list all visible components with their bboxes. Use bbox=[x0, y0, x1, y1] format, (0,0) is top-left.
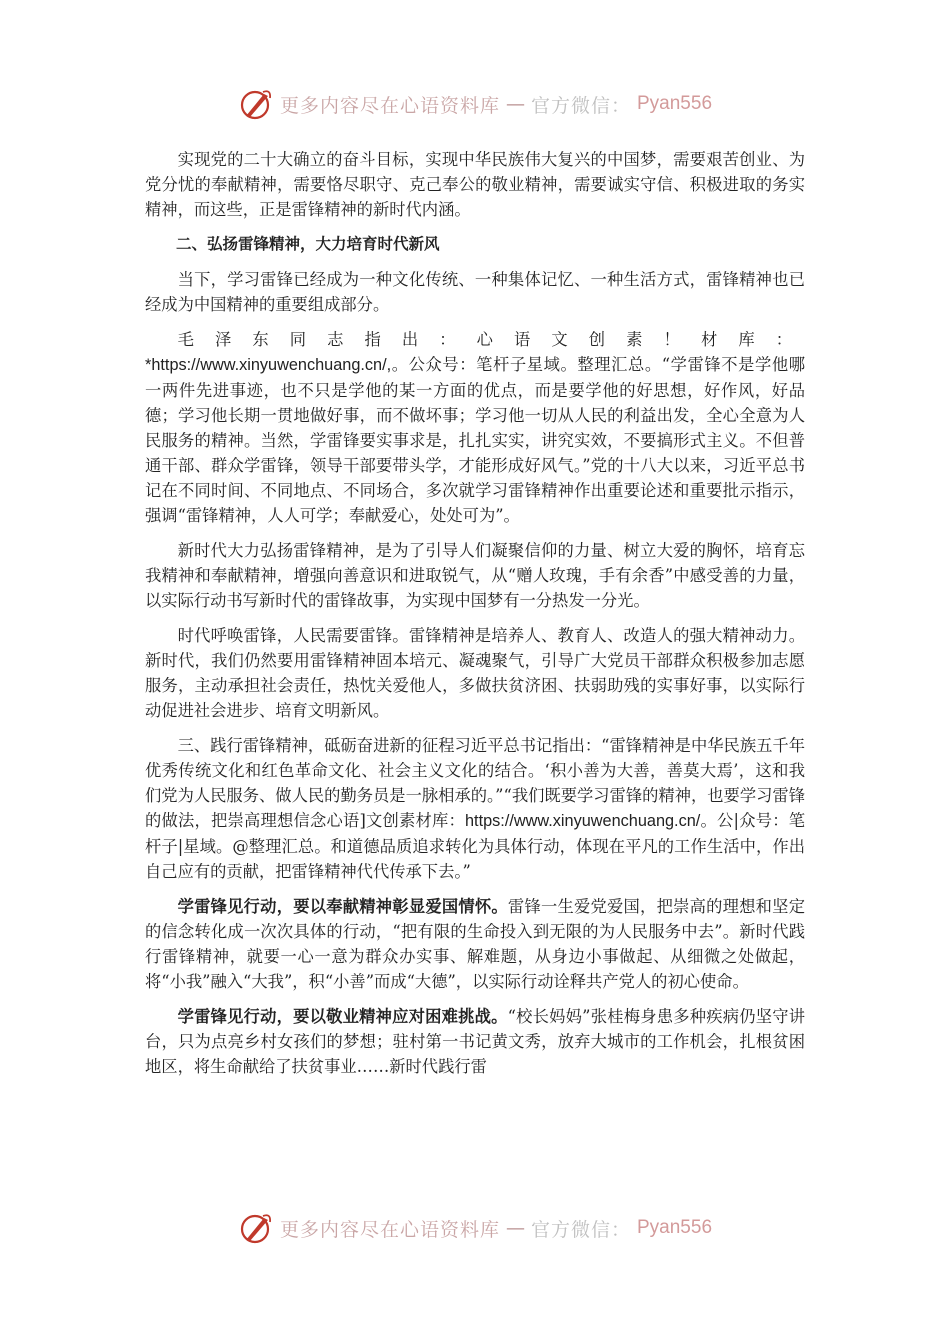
spaced-text: 毛泽东同志指出：心语文创素！材库： bbox=[177, 330, 805, 349]
paragraph: 新时代大力弘扬雷锋精神，是为了引导人们凝聚信仰的力量、树立大爱的胸怀，培育忘我精神和奉献精神，增强向善意识和进取锐气，从“赠人玫瑰，手有余香”中感受善的力量，以实际行动书写新时代的雷锋故事，为实现中国梦有一分热发一分光。 bbox=[145, 541, 805, 610]
url-text: https://www.xinyuwenchuang.cn/ bbox=[465, 812, 701, 830]
paragraph: 当下，学习雷锋已经成为一种文化传统、一种集体记忆、一种生活方式，雷锋精神也已经成为中国精神的重要组成部分。 bbox=[145, 270, 805, 314]
bold-lead: 学雷锋见行动，要以奉献精神彰显爱国情怀。 bbox=[177, 897, 508, 916]
banner-separator: — bbox=[505, 1217, 525, 1239]
paragraph bbox=[145, 733, 805, 884]
paragraph-text: 。公|众号：笔杆子|星域。@整理汇总。和道德品质追求转化为具体行动，体现在平凡的工作生活中，作出自己应有的贡献，把雷锋精神代代传承下去。” bbox=[145, 811, 805, 881]
quill-logo-icon bbox=[238, 86, 274, 122]
document-body bbox=[145, 147, 805, 1089]
paragraph: 时代呼唤雷锋，人民需要雷锋。雷锋精神是培养人、教育人、改造人的强大精神动力。新时代，我们仍然要用雷锋精神固本培元、凝魂聚气，引导广大党员干部群众积极参加志愿服务，主动承担社会责任，热忱关爱他人，多做扶贫济困、扶弱助残的实事好事，以实际行动促进社会进步、培育文明新风。 bbox=[145, 626, 805, 720]
section-heading: 二、弘扬雷锋精神，大力培育时代新风 bbox=[176, 235, 440, 253]
paragraph-text: 雷锋一生爱党爱国，把崇高的理想和坚定的信念转化成一次次具体的行动，“把有限的生命投入到无限的为人民服务中去”。新时代践行雷锋精神，就要一心一意为群众办实事、解难题，从身边小事做起、从细微之处做起，将“小我”融入“大我”，积“小善”而成“大德”，以实际行动诠释共产党人的初心使命。 bbox=[145, 897, 805, 991]
quill-logo-icon bbox=[238, 1210, 274, 1246]
paragraph-text: 。公众号：笔杆子星域。整理汇总。“学雷锋不是学他哪一两件先进事迹，也不只是学他的某一方面的优点，而是要学他的好思想，好作风，好品德；学习他长期一贯地做好事，而不做坏事；学习他一切从人民的利益出发，全心全意为人民服务的精神。当然，学雷锋要实事求是，扎扎实实，讲究实效，不要搞形式主义。不但普通干部、群众学雷锋，领导干部要带头学，才能形成好风气。”党的十八大以来，习近平总书记在不同时间、不同地点、不同场合，多次就学习雷锋精神作出重要论述和重要批示指示，强调“雷锋精神，人人可学；奉献爱心，处处可为”。 bbox=[145, 355, 805, 525]
banner-wechat-id: Pyan556 bbox=[637, 93, 713, 114]
bold-lead: 学雷锋见行动，要以敬业精神应对困难挑战。 bbox=[177, 1007, 508, 1026]
banner-wechat-id: Pyan556 bbox=[637, 1217, 713, 1238]
footer-banner bbox=[0, 1210, 950, 1250]
banner-separator: — bbox=[505, 93, 525, 115]
paragraph-text: 三、践行雷锋精神，砥砺奋进新的征程习近平总书记指出：“雷锋精神是中华民族五千年优秀传统文化和红色革命文化、社会主义文化的结合。‘积小善为大善，善莫大焉’，这和我们党为人民服务、做人民的勤务员是一脉相承的。”“我们既要学习雷锋的精神，也要学习雷锋的做法，把崇高理想信念心语]文创素材库： bbox=[145, 736, 805, 830]
paragraph: 实现党的二十大确立的奋斗目标，实现中华民族伟大复兴的中国梦，需要艰苦创业、为党分忧的奉献精神，需要恪尽职守、克己奉公的敬业精神，需要诚实守信、积极进取的务实精神，而这些，正是雷锋精神的新时代内涵。 bbox=[145, 150, 805, 219]
url-text: *https://www.xinyuwenchuang.cn/, bbox=[145, 356, 392, 374]
paragraph bbox=[145, 894, 805, 994]
paragraph bbox=[145, 327, 805, 528]
paragraph bbox=[145, 1004, 805, 1079]
header-banner bbox=[0, 86, 950, 126]
banner-wechat-label: 官方微信： bbox=[530, 94, 631, 117]
banner-text: 更多内容尽在心语资料库 bbox=[279, 94, 500, 117]
banner-text: 更多内容尽在心语资料库 bbox=[279, 1218, 500, 1241]
banner-wechat-label: 官方微信： bbox=[530, 1218, 631, 1241]
paragraph-text: “校长妈妈”张桂梅身患多种疾病仍坚守讲台，只为点亮乡村女孩们的梦想；驻村第一书记黄文秀，放弃大城市的工作机会，扎根贫困地区，将生命献给了扶贫事业……新时代践行雷 bbox=[145, 1007, 805, 1076]
